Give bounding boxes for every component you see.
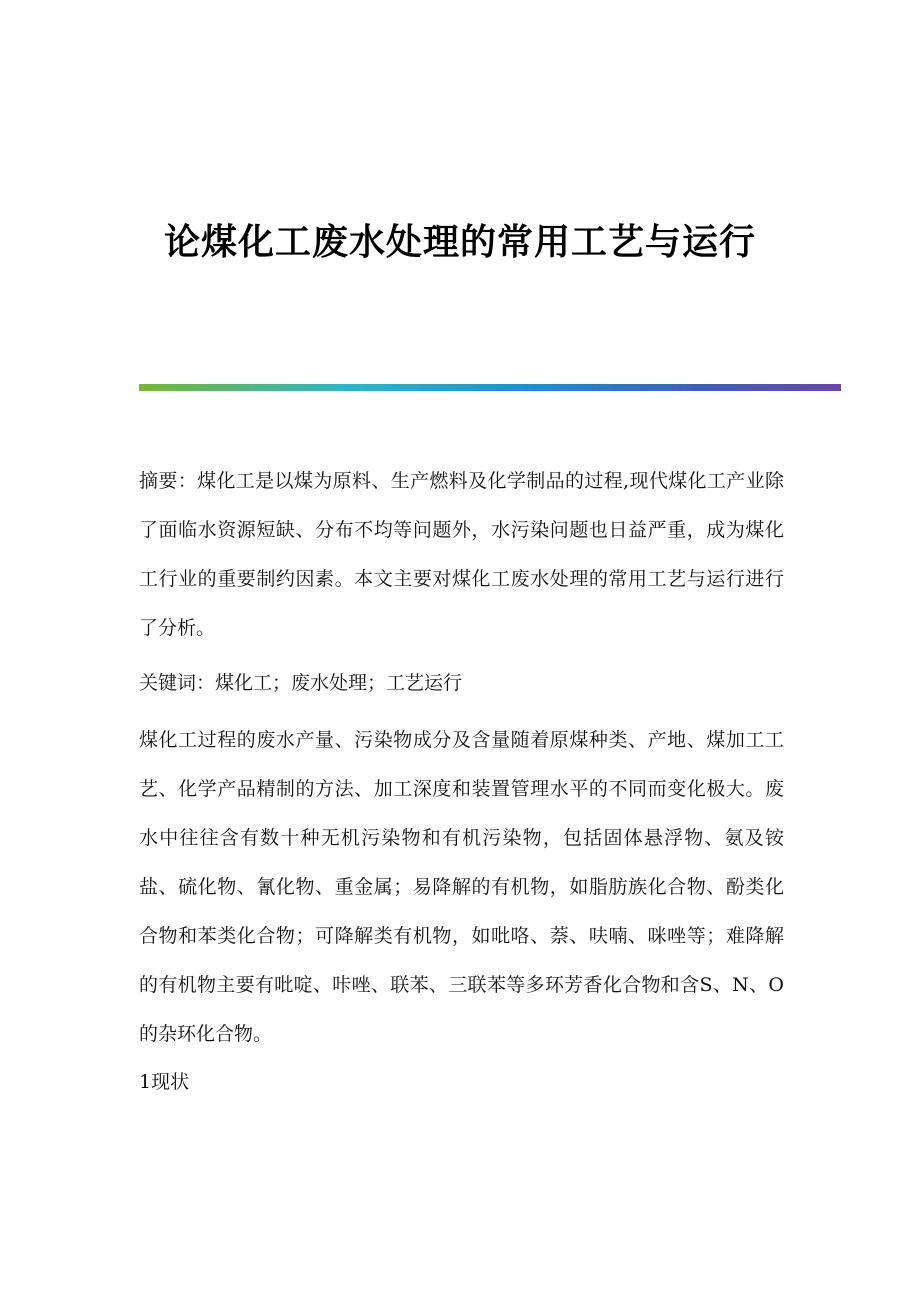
keywords-line: 关键词：煤化工；废水处理；工艺运行	[139, 672, 463, 694]
document-title: 论煤化工废水处理的常用工艺与运行	[163, 221, 756, 263]
section-heading: 1现状	[139, 1071, 190, 1093]
title-divider	[139, 384, 841, 391]
abstract-paragraph: 摘要：煤化工是以煤为原料、生产燃料及化学制品的过程,现代煤化工产业除了面临水资源短缺、分布不均等问题外，水污染问题也日益严重，成为煤化工行业的重要制约因素。本文主要对煤化工废水处理的常用工艺与运行进行了分析。	[139, 470, 784, 639]
body-paragraph: 煤化工过程的废水产量、污染物成分及含量随着原煤种类、产地、煤加工工艺、化学产品精制的方法、加工深度和装置管理水平的不同而变化极大。废水中往往含有数十种无机污染物和有机污染物，包括固体悬浮物、氨及铵盐、硫化物、氰化物、重金属；易降解的有机物，如脂肪族化合物、酚类化合物和苯类化合物；可降解类有机物，如吡咯、萘、呋喃、咪唑等；难降解的有机物主要有吡啶、咔唑、联苯、三联苯等多环芳香化合物和含S、N、O的杂环化合物。	[139, 729, 784, 1045]
